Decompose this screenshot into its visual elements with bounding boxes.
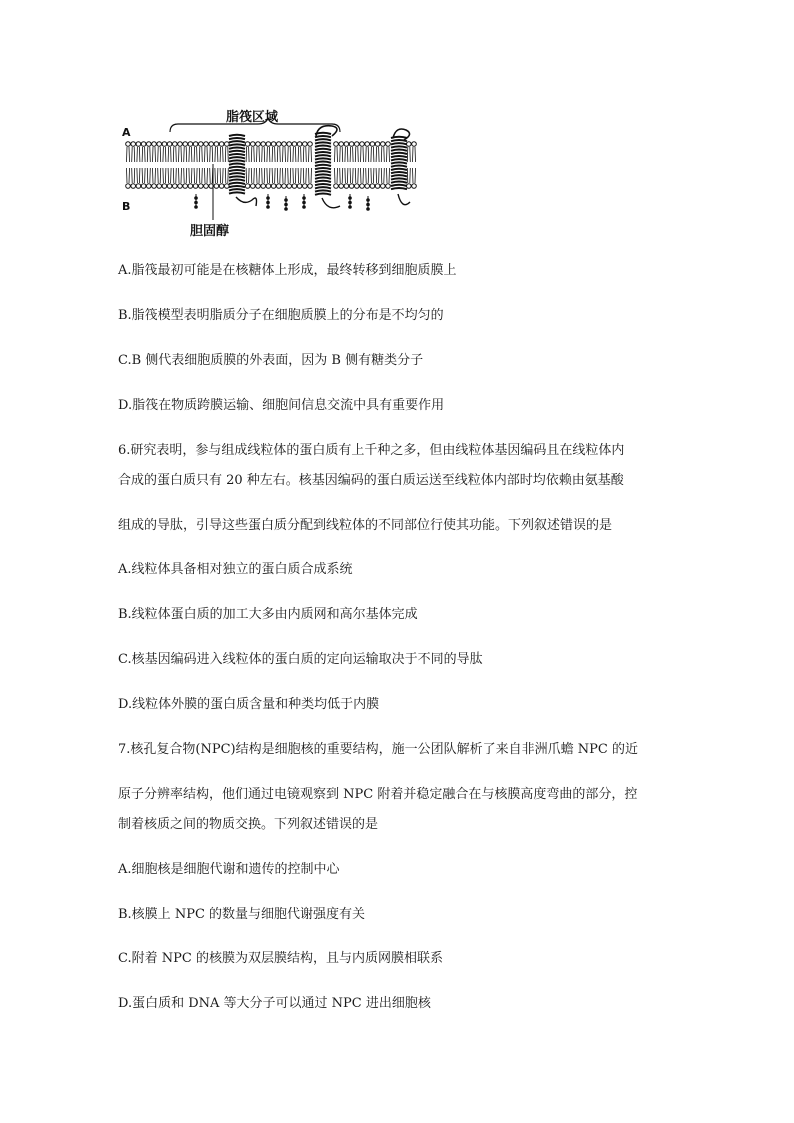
side-b-label: B [122,200,131,213]
q5-option-d: D.脂筏在物质跨膜运输、细胞间信息交流中具有重要作用 [118,398,445,413]
side-a-label: A [122,126,131,139]
q5-option-c: C.B 侧代表细胞质膜的外表面，因为 B 侧有糖类分子 [118,353,424,368]
raft-region-label: 脂筏区域 [226,110,279,125]
q7-option-a: A.细胞核是细胞代谢和遗传的控制中心 [118,862,340,877]
q7-option-b: B.核膜上 NPC 的数量与细胞代谢强度有关 [118,907,366,922]
lipid-raft-figure [118,102,428,242]
q6-stem-line-1: 6.研究表明，参与组成线粒体的蛋白质有上千种之多，但由线粒体基因编码且在线粒体内 [118,443,625,458]
cholesterol-label: 胆固醇 [190,224,230,239]
q6-option-a: A.线粒体具备相对独立的蛋白质合成系统 [118,562,353,577]
q6-stem-line-2: 合成的蛋白质只有 20 种左右。核基因编码的蛋白质运送至线粒体内部时均依赖由氨基酸 [118,473,624,488]
q6-option-d: D.线粒体外膜的蛋白质含量和种类均低于内膜 [118,697,380,712]
q7-option-d: D.蛋白质和 DNA 等大分子可以通过 NPC 进出细胞核 [118,996,431,1011]
q7-stem-line-3: 制着核质之间的物质交换。下列叙述错误的是 [118,817,379,832]
q6-stem-line-3: 组成的导肽，引导这些蛋白质分配到线粒体的不同部位行使其功能。下列叙述错误的是 [118,518,613,533]
q6-option-c: C.核基因编码进入线粒体的蛋白质的定向运输取决于不同的导肽 [118,652,483,667]
q6-option-b: B.线粒体蛋白质的加工大多由内质网和高尔基体完成 [118,607,418,622]
membrane-bilayer [126,118,417,220]
q7-stem-line-2: 原子分辨率结构，他们通过电镜观察到 NPC 附着并稳定融合在与核膜高度弯曲的部分，控 [118,787,638,802]
q7-stem-line-1: 7.核孔复合物(NPC)结构是细胞核的重要结构，施一公团队解析了来自非洲爪蟾 NPC 的近 [118,742,638,757]
membrane-diagram [118,102,428,242]
q5-option-a: A.脂筏最初可能是在核糖体上形成，最终转移到细胞质膜上 [118,263,457,278]
q5-option-b: B.脂筏模型表明脂质分子在细胞质膜上的分布是不均匀的 [118,308,444,323]
q7-option-c: C.附着 NPC 的核膜为双层膜结构，且与内质网膜相联系 [118,951,443,966]
